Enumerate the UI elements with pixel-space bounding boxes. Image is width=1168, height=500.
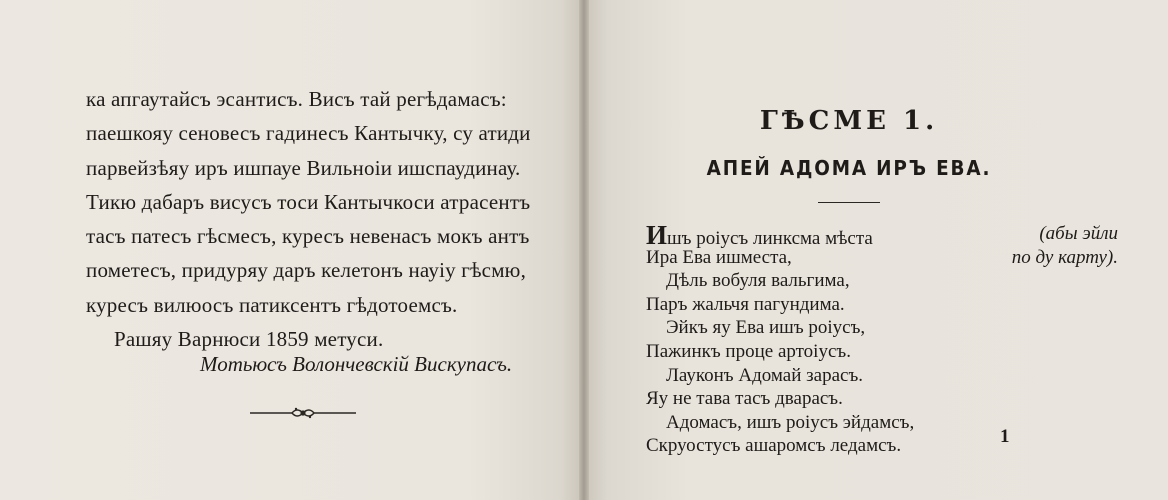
verse-line-rest: шъ роіусъ линксма мѣста [667, 228, 873, 249]
verse-line: Дѣль вобуля вальгима, [666, 270, 850, 292]
ornament-divider-icon [248, 404, 358, 422]
verse-line: Яу не тава тасъ дварасъ. [646, 388, 843, 410]
verse-text [646, 222, 976, 458]
verse-line: Пажинкъ проце артоіусъ. [646, 340, 851, 362]
text-line: парвейзѣяу иръ ишпауе Вильноіи ишспаудинау. [86, 155, 521, 180]
note-line: (абы эйли [1039, 223, 1118, 244]
text-line: куресъ вилюосъ патиксентъ гѣдотоемсъ. [86, 292, 458, 317]
text-line: Тикю дабаръ висусъ тоси Кантычкоси атрасентъ [86, 189, 531, 214]
verse-line: Скруостусъ ашаромсъ ледамсъ. [646, 435, 902, 457]
verse-line [646, 220, 976, 250]
melody-note [978, 222, 1118, 269]
note-line: по ду карту). [1011, 246, 1118, 268]
date-line: Рашяу Варнюси 1859 метуси. [114, 327, 384, 352]
title-rule [818, 202, 880, 203]
text-line: тасъ патесъ гѣсмесъ, куресъ невенасъ мокъ антъ [86, 224, 530, 249]
book-gutter [579, 0, 589, 500]
song-heading: ГѢСМЕ 1. [759, 106, 939, 136]
verse-line: Паръ жальчя пагундима. [646, 293, 845, 315]
verse-line: Лауконъ Адомай зарасъ. [666, 364, 864, 386]
text-line: ка апгаутайсъ эсантисъ. Висъ тай регѣдамасъ: [86, 87, 507, 111]
text-line: пометесъ, придуряу даръ келетонъ науіу гѣсмю, [86, 258, 527, 283]
verse-line: Эйкъ яу Ева ишъ роіусъ, [666, 317, 866, 339]
verse-line: Адомасъ, ишъ роіусъ эйдамсъ, [666, 411, 915, 433]
page-number: 1 [1000, 426, 1010, 447]
drop-cap: И [646, 220, 668, 250]
song-title: АПЕЙ АДОМА ИРЪ ЕВА. [706, 156, 992, 180]
text-line: паешкояу сеновесъ гадинесъ Кантычку, су атиди [86, 121, 531, 146]
verse-line: Ира Ева ишместа, [646, 246, 792, 268]
left-page-text [86, 82, 556, 356]
signature: Мотьюсъ Волончевскій Вискупасъ. [200, 352, 513, 376]
